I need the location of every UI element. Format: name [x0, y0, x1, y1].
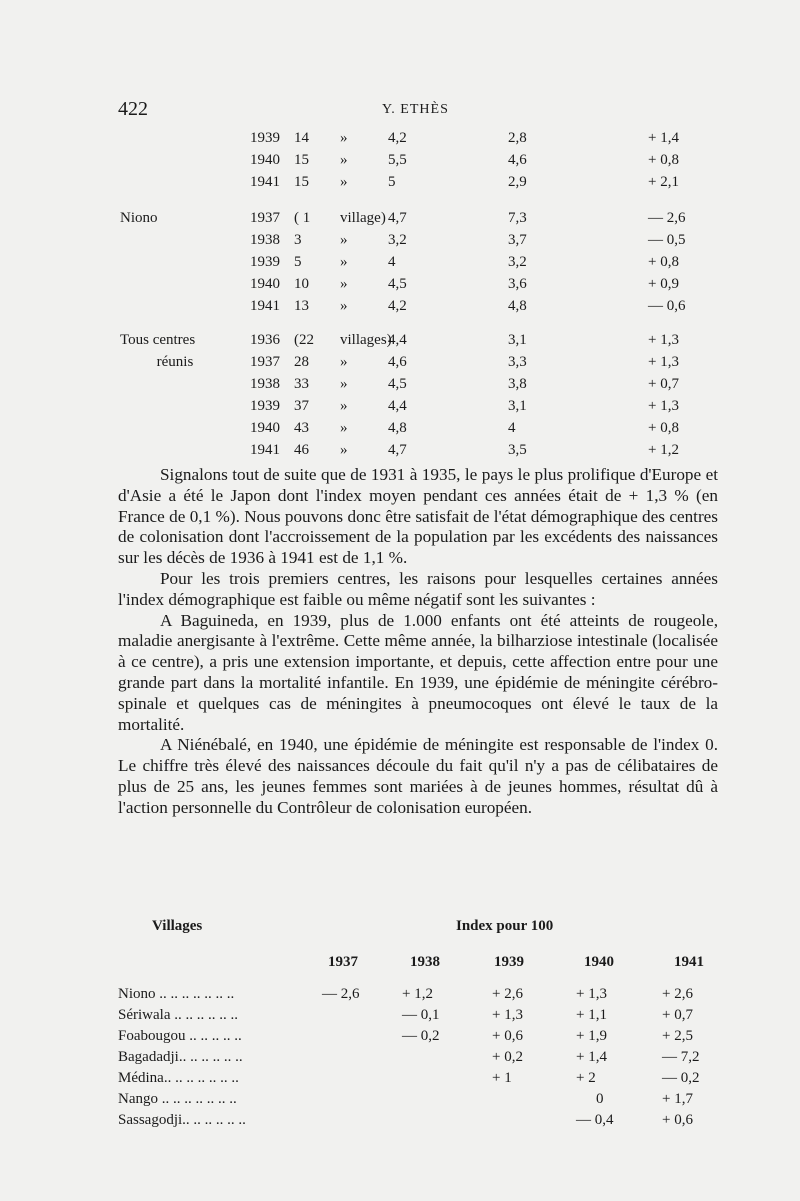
page-number: 422	[118, 98, 148, 120]
value-cell: 3,2	[388, 232, 407, 248]
paragraph: Signalons tout de suite que de 1931 à 1935, le pays le plus prolifique d'Europe et d'Asie a été le Japon dont l'index moyen pendant ces années était de + 1,3 % (en France de 0,1 %). Nous pouvons donc être satisfait de l'état démographique des centres de colonisation dont l'accroissement de la population par les excédents des naissances sur les décès de 1936 à 1941 est de 1,1 %.	[118, 465, 718, 568]
paragraph: Pour les trois premiers centres, les raisons pour lesquelles certaines années l'index démographique est faible ou même négatif sont les suivantes :	[118, 568, 718, 609]
running-title: Y. ETHÈS	[382, 102, 449, 117]
table-row	[0, 1112, 800, 1132]
table-row	[0, 986, 800, 1006]
value-cell: 4,5	[388, 376, 407, 392]
count-cell: ( 1	[294, 210, 311, 226]
year-header: 1939	[494, 954, 524, 970]
count-cell: 28	[294, 354, 309, 370]
village-name: Foabougou .. .. .. .. ..	[118, 1028, 242, 1044]
page-header	[0, 98, 800, 122]
table-row	[0, 152, 800, 172]
index-cell: — 0,1	[402, 1007, 440, 1023]
year-cell: 1941	[250, 174, 280, 190]
villages-column-header: Villages	[152, 918, 203, 934]
index-cell: + 0,2	[492, 1049, 523, 1065]
unit-cell: »	[340, 174, 348, 190]
index-cell: + 0,7	[662, 1007, 693, 1023]
count-cell: 43	[294, 420, 309, 436]
table-row	[0, 420, 800, 440]
count-cell: 15	[294, 152, 309, 168]
year-cell: 1941	[250, 298, 280, 314]
value-cell: + 1,3	[648, 354, 679, 370]
unit-cell: »	[340, 376, 348, 392]
value-cell: — 0,5	[648, 232, 686, 248]
value-cell: 3,8	[508, 376, 527, 392]
value-cell: 4,4	[388, 332, 407, 348]
value-cell: 2,8	[508, 130, 527, 146]
unit-cell: »	[340, 130, 348, 146]
index-cell: + 1,4	[576, 1049, 607, 1065]
index-cell: + 2,5	[662, 1028, 693, 1044]
year-header: 1937	[328, 954, 358, 970]
value-cell: 4,6	[508, 152, 527, 168]
value-cell: 3,1	[508, 332, 527, 348]
value-cell: 4,5	[388, 276, 407, 292]
count-cell: 14	[294, 130, 309, 146]
value-cell: 3,7	[508, 232, 527, 248]
village-name: Médina.. .. .. .. .. .. ..	[118, 1070, 239, 1086]
year-cell: 1941	[250, 442, 280, 458]
value-cell: + 0,8	[648, 254, 679, 270]
table-row	[0, 1049, 800, 1069]
index-group-header: Index pour 100	[456, 918, 554, 934]
table-row	[0, 298, 800, 318]
table-row	[0, 1091, 800, 1111]
table-row	[0, 232, 800, 252]
index-cell: + 2,6	[662, 986, 693, 1002]
value-cell: 4	[388, 254, 396, 270]
body-text	[118, 465, 718, 819]
unit-cell: »	[340, 298, 348, 314]
value-cell: 5	[388, 174, 396, 190]
unit-cell: »	[340, 232, 348, 248]
table-row	[0, 442, 800, 462]
village-name: Nango .. .. .. .. .. .. ..	[118, 1091, 237, 1107]
index-cell: 0	[596, 1091, 604, 1107]
index-cell: + 1,2	[402, 986, 433, 1002]
value-cell: 4,6	[388, 354, 407, 370]
unit-cell: »	[340, 420, 348, 436]
table-row	[0, 174, 800, 194]
value-cell: 3,5	[508, 442, 527, 458]
value-cell: + 1,4	[648, 130, 679, 146]
table-row	[0, 1028, 800, 1048]
table-row	[0, 130, 800, 150]
unit-cell: »	[340, 354, 348, 370]
value-cell: + 0,7	[648, 376, 679, 392]
value-cell: 4,8	[388, 420, 407, 436]
count-cell: 5	[294, 254, 302, 270]
unit-cell: »	[340, 254, 348, 270]
unit-cell: villages)	[340, 332, 392, 348]
unit-cell: »	[340, 276, 348, 292]
value-cell: 4,2	[388, 298, 407, 314]
year-cell: 1937	[250, 354, 280, 370]
year-cell: 1936	[250, 332, 280, 348]
table-row	[0, 254, 800, 274]
unit-cell: »	[340, 398, 348, 414]
value-cell: + 0,8	[648, 152, 679, 168]
index-cell: + 1,7	[662, 1091, 693, 1107]
value-cell: — 2,6	[648, 210, 686, 226]
value-cell: + 2,1	[648, 174, 679, 190]
value-cell: 4	[508, 420, 516, 436]
value-cell: 3,3	[508, 354, 527, 370]
index-cell: + 2	[576, 1070, 596, 1086]
index-cell: — 0,4	[576, 1112, 614, 1128]
year-header: 1941	[674, 954, 704, 970]
unit-cell: village)	[340, 210, 386, 226]
year-cell: 1937	[250, 210, 280, 226]
year-cell: 1939	[250, 398, 280, 414]
table-row	[0, 276, 800, 296]
count-cell: 33	[294, 376, 309, 392]
value-cell: + 1,2	[648, 442, 679, 458]
index-cell: — 7,2	[662, 1049, 700, 1065]
value-cell: + 1,3	[648, 398, 679, 414]
value-cell: 5,5	[388, 152, 407, 168]
center-cell: réunis	[156, 354, 194, 370]
index-cell: — 0,2	[402, 1028, 440, 1044]
year-cell: 1939	[250, 254, 280, 270]
paragraph: A Baguineda, en 1939, plus de 1.000 enfants ont été atteints de rougeole, maladie anergisante à l'extrême. Cette même année, la bilharziose intestinale (localisée à ce centre), a pris une extension importante, et depuis, cette affection entre pour une grande part dans la mortalité infantile. En 1939, une épidémie de méningite cérébro-spinale et quelques cas de méningites à pneumocoques ont élevé le taux de la mortalité.	[118, 610, 718, 734]
index-cell: + 1,3	[576, 986, 607, 1002]
value-cell: 4,8	[508, 298, 527, 314]
village-name: Bagadadji.. .. .. .. .. ..	[118, 1049, 243, 1065]
value-cell: 4,7	[388, 442, 407, 458]
index-cell: + 1,9	[576, 1028, 607, 1044]
index-cell: + 1,1	[576, 1007, 607, 1023]
unit-cell: »	[340, 442, 348, 458]
count-cell: (22	[294, 332, 314, 348]
value-cell: — 0,6	[648, 298, 686, 314]
year-cell: 1940	[250, 276, 280, 292]
count-cell: 3	[294, 232, 302, 248]
count-cell: 37	[294, 398, 309, 414]
table-row	[0, 1007, 800, 1027]
table-row	[0, 398, 800, 418]
year-header: 1940	[584, 954, 614, 970]
count-cell: 13	[294, 298, 309, 314]
count-cell: 46	[294, 442, 309, 458]
year-cell: 1940	[250, 152, 280, 168]
count-cell: 10	[294, 276, 309, 292]
paragraph: A Niénébalé, en 1940, une épidémie de méningite est responsable de l'index 0. Le chiffre très élevé des naissances découle du fait qu'il n'y a pas de célibataires de plus de 25 ans, les jeunes femmes sont mariées à de jeunes hommes, résultat dû à l'action personnelle du Contrôleur de colonisation européen.	[118, 735, 718, 817]
index-cell: + 1	[492, 1070, 512, 1086]
value-cell: 3,2	[508, 254, 527, 270]
table-row	[0, 210, 800, 230]
value-cell: 3,6	[508, 276, 527, 292]
table-row	[0, 1070, 800, 1090]
year-cell: 1938	[250, 376, 280, 392]
village-name: Sériwala .. .. .. .. .. ..	[118, 1007, 238, 1023]
table-row	[0, 376, 800, 396]
value-cell: + 0,8	[648, 420, 679, 436]
index-cell: + 0,6	[662, 1112, 693, 1128]
count-cell: 15	[294, 174, 309, 190]
year-cell: 1940	[250, 420, 280, 436]
value-cell: 4,2	[388, 130, 407, 146]
index-cell: — 0,2	[662, 1070, 700, 1086]
index-cell: + 1,3	[492, 1007, 523, 1023]
value-cell: + 1,3	[648, 332, 679, 348]
value-cell: + 0,9	[648, 276, 679, 292]
table-row	[0, 354, 800, 374]
year-header: 1938	[410, 954, 440, 970]
index-cell: + 0,6	[492, 1028, 523, 1044]
village-name: Niono .. .. .. .. .. .. ..	[118, 986, 235, 1002]
table-row	[0, 332, 800, 352]
center-cell: Niono	[120, 210, 158, 226]
center-cell: Tous centres	[120, 332, 196, 348]
index-cell: + 2,6	[492, 986, 523, 1002]
unit-cell: »	[340, 152, 348, 168]
index-cell: — 2,6	[322, 986, 360, 1002]
year-cell: 1938	[250, 232, 280, 248]
village-name: Sassagodji.. .. .. .. .. ..	[118, 1112, 246, 1128]
year-cell: 1939	[250, 130, 280, 146]
value-cell: 4,4	[388, 398, 407, 414]
value-cell: 3,1	[508, 398, 527, 414]
value-cell: 2,9	[508, 174, 527, 190]
value-cell: 7,3	[508, 210, 527, 226]
value-cell: 4,7	[388, 210, 407, 226]
